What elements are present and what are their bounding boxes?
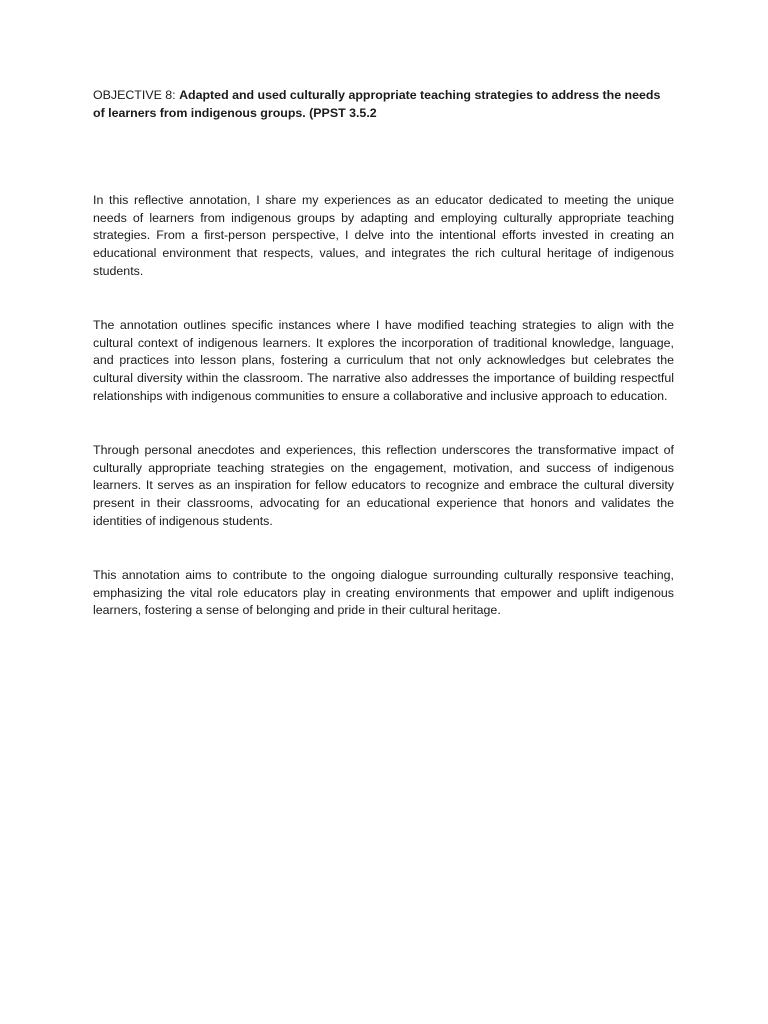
objective-prefix: OBJECTIVE 8:: [93, 88, 180, 102]
objective-title: Adapted and used culturally appropriate teaching strategies to address the needs of learners from indigenous groups. (PPST 3.5.2: [93, 88, 661, 120]
paragraph-introduction: In this reflective annotation, I share my experiences as an educator dedicated to meeting the unique needs of learners from indigenous groups by adapting and employing culturally appropriate teaching strategies. From a first-person perspective, I delve into the intentional efforts invested in creating an educational environment that respects, values, and integrates the rich cultural heritage of indigenous students.: [93, 193, 674, 278]
document-body: [93, 87, 674, 620]
paragraph-strategies: The annotation outlines specific instances where I have modified teaching strategies to align with the cultural context of indigenous learners. It explores the incorporation of traditional knowledge, language, and practices into lesson plans, fostering a curriculum that not only acknowledges but celebrates the cultural diversity within the classroom. The narrative also addresses the importance of building respectful relationships with indigenous communities to ensure a collaborative and inclusive approach to education.: [93, 318, 674, 403]
paragraph-conclusion: This annotation aims to contribute to the ongoing dialogue surrounding culturally responsive teaching, emphasizing the vital role educators play in creating environments that empower and uplift indigenous learners, fostering a sense of belonging and pride in their cultural heritage.: [93, 568, 674, 618]
paragraph-impact: Through personal anecdotes and experiences, this reflection underscores the transformative impact of culturally appropriate teaching strategies on the engagement, motivation, and success of indigenous learners. It serves as an inspiration for fellow educators to recognize and embrace the cultural diversity present in their classrooms, advocating for an educational experience that honors and validates the identities of indigenous students.: [93, 443, 674, 528]
objective-heading: [93, 87, 674, 122]
